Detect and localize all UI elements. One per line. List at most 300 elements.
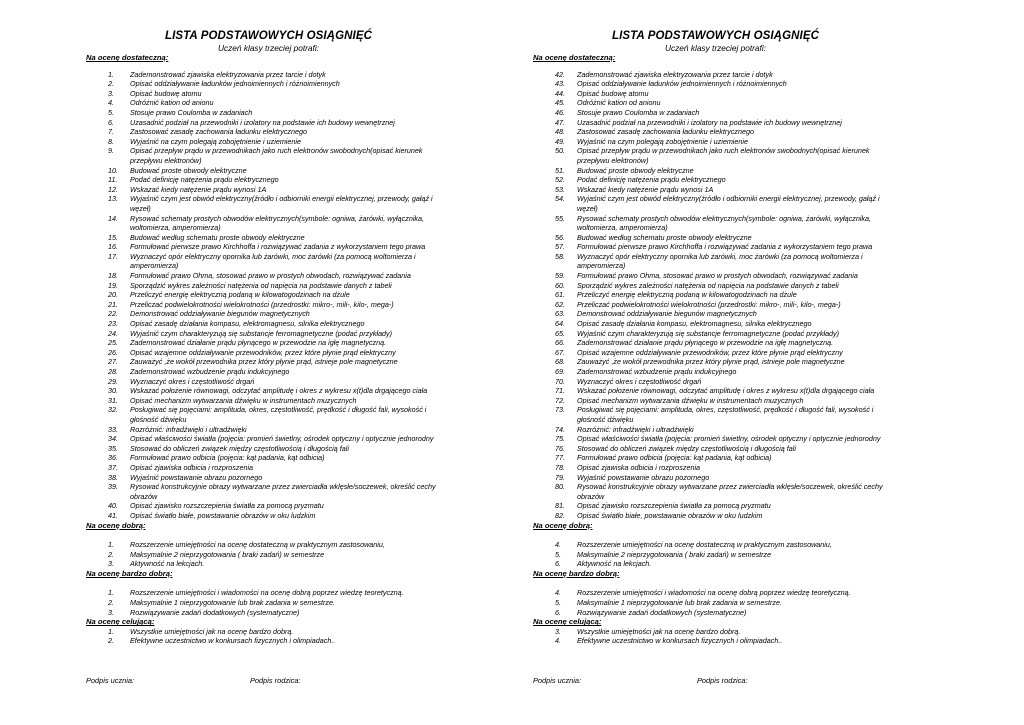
list-item-number: 29.: [108, 376, 118, 386]
list-item: [86, 482, 451, 501]
list-item-number: 21.: [108, 299, 118, 309]
list-item-text: Opisać mechanizm wytwarzania dźwięku w instrumentach muzycznych: [130, 395, 357, 405]
list-item-text: Efektywne uczestnictwo w konkursach fizycznych i olimpiadach..: [577, 636, 783, 646]
list-item-text: Maksymalnie 1 nieprzygotowanie lub brak zadania w semestrze.: [577, 598, 782, 608]
list-item-text: Rozróżnić: infradźwięki i ultradźwięki: [577, 424, 694, 434]
list-item: [533, 166, 898, 176]
list-item-text: Wskazać kiedy natężenie prądu wynosi 1A: [130, 184, 267, 194]
list-item: [533, 214, 898, 233]
list-item-text: Przeliczyć energię elektryczną podaną w kilowatogodzinach na dżule: [577, 290, 797, 300]
list-bardzo-dobra: [533, 588, 898, 617]
list-item: [533, 185, 898, 195]
list-item: [86, 511, 451, 521]
list-item-text: Posługiwać się pojęciami: amplituda, okres, częstotliwość, prędkość i długość fali, wysokość i głośność dźwięku: [577, 405, 874, 424]
list-item-text: Zauważyć ,że wokół przewodnika przez który płynie prąd, istnieje pole magnetyczne: [577, 357, 845, 367]
section-celujaca-heading: Na ocenę celującą:: [86, 617, 155, 627]
list-item: [533, 405, 898, 424]
list-item-text: Opisać budowę atomu: [577, 88, 649, 98]
list-item: [533, 89, 898, 99]
list-item-text: Opisać oddziaływanie ładunków jednoimiennych i różnoimiennych: [130, 79, 340, 89]
list-item-text: Wyznaczyć opór elektryczny opornika lub żarówki, moc żarówki (za pomocą woltomierza i amperomierza): [577, 251, 863, 271]
list-item: [86, 146, 451, 165]
list-item-number: 36.: [108, 453, 118, 463]
list-item-text: Opisać zjawisko rozszczepienia światła za pomocą pryzmatu: [130, 501, 324, 511]
list-item: [86, 588, 451, 598]
list-item: [86, 98, 451, 108]
list-item-number: 1.: [108, 626, 114, 636]
list-item-text: Rozróżnić: infradźwięki i ultradźwięki: [130, 424, 247, 434]
list-item: [86, 233, 451, 243]
list-bardzo-dobra: [86, 588, 451, 617]
list-item-text: Opisać zasadę działania kompasu, elektromagnesu, silnika elektrycznego: [577, 319, 812, 329]
list-item-number: 60.: [555, 280, 565, 290]
list-item: [533, 338, 898, 348]
list-item-number: 67.: [555, 347, 565, 357]
list-item-text: Posługiwać się pojęciami: amplituda, okres, częstotliwość, prędkość i długość fali, wysokość i głośność dźwięku: [130, 405, 427, 424]
list-item-number: 81.: [555, 501, 565, 511]
section-bardzo-dobra-heading: Na ocenę bardzo dobrą:: [86, 568, 173, 578]
list-item: [86, 108, 451, 118]
list-item: [86, 89, 451, 99]
list-item: [86, 357, 451, 367]
list-item: [533, 194, 898, 213]
list-item-text: Rysować konstrukcyjnie obrazy wytwarzane przez zwierciadła wklęsłe/soczewek, określić cechy obrazów: [577, 482, 883, 501]
list-item-text: Stosuje prawo Coulomba w zadaniach: [577, 107, 700, 117]
list-item: [86, 367, 451, 377]
list-item-number: 27.: [108, 357, 118, 367]
list-item-text: Przeliczyć energię elektryczną podaną w kilowatogodzinach na dżule: [130, 290, 350, 300]
list-item-number: 53.: [555, 184, 565, 194]
list-item-text: Wyjaśnić czym jest obwód elektryczny(źródło i odbiorniki energii elektrycznej, przewody, gałąź i węzeł): [577, 194, 880, 213]
list-item-text: Rozszerzenie umiejętności na ocenę dostateczną w praktycznym zastosowaniu,: [130, 540, 385, 550]
list-item-number: 43.: [555, 79, 565, 89]
list-item-number: 25.: [108, 338, 118, 348]
list-item-number: 20.: [108, 290, 118, 300]
list-item-text: Formułować pierwsze prawo Kirchhoffa i rozwiązywać zadania z wykorzystaniem tego prawa: [577, 242, 873, 252]
list-item: [86, 70, 451, 80]
list-item: [533, 463, 898, 473]
list-item: [533, 357, 898, 367]
list-item-text: Rysować konstrukcyjnie obrazy wytwarzane przez zwierciadła wklęsłe/soczewek, określić cechy obrazów: [130, 482, 436, 501]
list-item-number: 46.: [555, 107, 565, 117]
list-item-text: Uzasadnić podział na przewodniki i izolatory na podstawie ich budowy wewnętrznej: [130, 117, 395, 127]
list-item-text: Zademonstrować zjawiska elektryzowania przez tarcie i dotyk: [577, 69, 773, 79]
list-item-number: 65.: [555, 328, 565, 338]
list-item: [533, 348, 898, 358]
list-item-number: 32.: [108, 405, 118, 415]
list-item-text: Budować proste obwody elektryczne: [130, 165, 247, 175]
list-item-number: 76.: [555, 443, 565, 453]
list-item-text: Zastosować zasadę zachowania ładunku elektrycznego: [130, 127, 307, 137]
page-title: LISTA PODSTAWOWYCH OSIĄGNIĘĆ: [611, 30, 820, 42]
list-item: [86, 214, 451, 233]
list-item-text: Wskazać kiedy natężenie prądu wynosi 1A: [577, 184, 714, 194]
list-item: [533, 127, 898, 137]
list-item-number: 5.: [555, 549, 561, 559]
list-item-text: Maksymalnie 2 nieprzygotowania ( braki zadań) w semestrze: [577, 549, 772, 559]
list-item-text: Przeliczać podwielokrotności wielokrotności (przedrostki: mikro-, mili-, kilo-, mega-): [577, 299, 841, 309]
list-item-number: 56.: [555, 232, 565, 242]
list-item-text: Stosuje prawo Coulomba w zadaniach: [130, 107, 253, 117]
list-item: [533, 252, 898, 271]
list-item: [533, 473, 898, 483]
list-item-text: Wyznaczyć opór elektryczny opornika lub żarówki, moc żarówki (za pomocą woltomierza i amperomierza): [130, 251, 416, 271]
list-item: [533, 146, 898, 165]
list-item-number: 38.: [108, 472, 118, 482]
list-item-number: 16.: [108, 242, 118, 252]
list-item: [86, 252, 451, 271]
list-item: [533, 444, 898, 454]
list-item-text: Opisać światło białe, powstawanie obrazów w oku ludzkim: [130, 510, 316, 520]
list-item-number: 48.: [555, 127, 565, 137]
list-item-text: Formułować prawo Ohma, stosować prawo w prostych obwodach, rozwiązywać zadania: [130, 271, 411, 281]
list-item-text: Opisać właściwości światła (pojęcia: promień świetlny, ośrodek optyczny i optycznie jednorodny: [577, 434, 881, 444]
list-item-text: Wskazać położenie równowagi, odczytać amplitudę i okres z wykresu x(t)dla drgającego ciała: [130, 386, 428, 396]
section-dostateczna-heading: Na ocenę dostateczną:: [86, 53, 169, 62]
page-subtitle: Uczeń klasy trzeciej potrafi:: [218, 43, 319, 53]
list-item-number: 2.: [108, 598, 114, 608]
list-item-text: Wszystkie umiejętności jak na ocenę bardzo dobrą.: [577, 626, 741, 636]
list-item: [86, 194, 451, 213]
list-item: [533, 367, 898, 377]
list-item-number: 30.: [108, 386, 118, 396]
list-item: [86, 434, 451, 444]
list-item: [86, 166, 451, 176]
list-dostateczna: [533, 70, 898, 521]
list-item: [86, 242, 451, 252]
list-item: [86, 473, 451, 483]
list-item-number: 62.: [555, 299, 565, 309]
list-item: [533, 482, 898, 501]
list-item-number: 45.: [555, 98, 565, 108]
list-item: [533, 501, 898, 511]
list-item-number: 58.: [555, 251, 565, 261]
list-item-number: 3.: [555, 626, 561, 636]
list-item-number: 39.: [108, 482, 118, 492]
list-item: [533, 300, 898, 310]
list-item-number: 2.: [108, 636, 114, 646]
list-item-number: 6.: [555, 559, 561, 569]
list-item-text: Opisać wzajemne oddziaływanie przewodników, przez które płynie prąd elektryczny: [577, 347, 843, 357]
list-item: [533, 233, 898, 243]
list-item: [86, 559, 451, 569]
list-item-text: Rozwiązywanie zadań dodatkowych (systematyczne): [577, 607, 747, 617]
list-item-number: 33.: [108, 424, 118, 434]
list-item-number: 28.: [108, 367, 118, 376]
list-item-number: 4.: [555, 588, 561, 598]
list-item-number: 11.: [108, 175, 118, 185]
list-item: [533, 540, 898, 550]
list-item-text: Demonstrować oddziaływanie biegunów magnetycznych: [577, 309, 757, 319]
list-item-text: Wyjaśnić czym charakteryzują się substancje ferromagnetyczne (podać przykłady): [577, 328, 840, 338]
list-item-text: Budować proste obwody elektryczne: [577, 165, 694, 175]
list-item-number: 2.: [108, 549, 114, 559]
list-item: [533, 242, 898, 252]
list-item-number: 4.: [555, 636, 561, 646]
list-item: [86, 185, 451, 195]
list-item-number: 70.: [555, 376, 565, 386]
list-item-text: Opisać zasadę działania kompasu, elektromagnesu, silnika elektrycznego: [130, 319, 365, 329]
list-item-text: Aktywność na lekcjach.: [577, 559, 652, 569]
list-item-number: 51.: [555, 165, 565, 175]
list-item-number: 1.: [108, 69, 114, 79]
list-item: [533, 281, 898, 291]
list-item-number: 80.: [555, 482, 565, 492]
list-item: [86, 329, 451, 339]
list-item: [533, 175, 898, 185]
list-item-number: 3.: [108, 559, 114, 569]
list-item-text: Sporządzić wykres zależności natężenia od napięcia na podstawie danych z tabeli: [577, 280, 839, 290]
list-item-number: 24.: [108, 328, 118, 338]
list-item-text: Opisać właściwości światła (pojęcia: promień świetlny, ośrodek optyczny i optycznie jednorodny: [130, 434, 434, 444]
list-item-number: 6.: [555, 607, 561, 617]
list-item-number: 26.: [108, 347, 118, 357]
list-item-text: Zademonstrować działanie prądu płynącego w przewodzie na igłę magnetyczną.: [577, 338, 834, 348]
list-item: [86, 636, 451, 646]
section-dobra-heading: Na ocenę dobrą:: [533, 520, 593, 530]
list-item-text: Wszystkie umiejętności jak na ocenę bardzo dobrą.: [130, 626, 294, 636]
list-item-text: Wyjaśnić powstawanie obrazu pozornego: [130, 472, 263, 482]
list-dobra: [86, 540, 451, 569]
list-item: [86, 271, 451, 281]
list-item-number: 54.: [555, 194, 565, 204]
list-item-text: Przeliczać podwielokrotności wielokrotności (przedrostki: mikro-, mili-, kilo-, mega-): [130, 299, 394, 309]
list-item-number: 2.: [108, 79, 114, 89]
list-item: [86, 281, 451, 291]
list-celujaca: [86, 627, 451, 646]
list-item-number: 63.: [555, 309, 565, 319]
list-item-text: Stosować do obliczeń związek między częstotliwością i długością fali: [577, 443, 796, 453]
list-item-text: Formułować prawo Ohma, stosować prawo w prostych obwodach, rozwiązywać zadania: [577, 271, 858, 281]
list-item-number: 59.: [555, 271, 565, 281]
list-item: [533, 319, 898, 329]
list-item: [86, 598, 451, 608]
list-item: [533, 608, 898, 618]
list-item-number: 5.: [555, 598, 561, 608]
list-item-text: Opisać zjawiska odbicia i rozproszenia: [130, 462, 254, 472]
list-item-number: 1.: [108, 588, 114, 598]
list-item-number: 8.: [108, 136, 114, 146]
list-item-number: 23.: [108, 319, 118, 329]
list-item-number: 40.: [108, 501, 118, 511]
list-item-text: Rozszerzenie umiejętności i wiadomości na ocenę dobrą poprzez wiedzę teoretyczną.: [130, 588, 404, 598]
list-item: [533, 290, 898, 300]
list-item: [533, 627, 898, 637]
list-item-number: 64.: [555, 319, 565, 329]
list-item-text: Opisać wzajemne oddziaływanie przewodników, przez które płynie prąd elektryczny: [130, 347, 396, 357]
list-item-number: 73.: [555, 405, 565, 415]
list-item-text: Opisać światło białe, powstawanie obrazów w oku ludzkim: [577, 510, 763, 520]
list-item-text: Stosować do obliczeń związek między częstotliwością i długością fali: [130, 443, 349, 453]
list-item-number: 74.: [555, 424, 565, 434]
list-item-number: 4.: [555, 540, 561, 550]
list-item-number: 6.: [108, 117, 114, 127]
section-dostateczna-heading: Na ocenę dostateczną:: [533, 53, 616, 62]
list-item: [533, 425, 898, 435]
list-item-number: 19.: [108, 280, 118, 290]
list-item-text: Opisać przepływ prądu w przewodnikach jako ruch elektronów swobodnych(opisać kierunek przepływu elektronów): [577, 146, 870, 165]
list-item-number: 12.: [108, 184, 118, 194]
list-item: [533, 137, 898, 147]
list-item-number: 4.: [108, 98, 114, 108]
list-item-text: Rysować schematy prostych obwodów elektrycznych(symbole: ogniwa, żarówki, wyłącznika, woltomierza, amperomierza): [577, 213, 871, 233]
list-item: [533, 559, 898, 569]
list-item-number: 35.: [108, 443, 118, 453]
list-item-text: Wyznaczyć okres i częstotliwość drgań: [577, 376, 702, 386]
list-item: [533, 511, 898, 521]
list-item-number: 77.: [555, 453, 565, 463]
list-item-text: Rozwiązywanie zadań dodatkowych (systematyczne): [130, 607, 300, 617]
list-item-text: Opisać zjawiska odbicia i rozproszenia: [577, 462, 701, 472]
list-item-number: 17.: [108, 251, 118, 261]
list-item: [86, 118, 451, 128]
list-item-number: 61.: [555, 290, 565, 300]
right-page: [533, 30, 898, 646]
list-item: [533, 271, 898, 281]
list-item-text: Zademonstrować działanie prądu płynącego w przewodzie na igłę magnetyczną.: [130, 338, 387, 348]
list-item: [533, 396, 898, 406]
list-item-text: Zastosować zasadę zachowania ładunku elektrycznego: [577, 127, 754, 137]
list-item-number: 69.: [555, 367, 565, 376]
list-item-number: 37.: [108, 462, 118, 472]
list-item-number: 50.: [555, 146, 565, 156]
list-item-text: Opisać oddziaływanie ładunków jednoimiennych i różnoimiennych: [577, 79, 787, 89]
list-item-text: Odróżnić kation od anionu: [130, 98, 214, 108]
list-item: [533, 98, 898, 108]
list-item-text: Podać definicję natężenia prądu elektrycznego: [130, 175, 279, 185]
list-item: [86, 309, 451, 319]
list-item-text: Opisać przepływ prądu w przewodnikach jako ruch elektronów swobodnych(opisać kierunek przepływu elektronów): [130, 146, 423, 165]
list-item: [86, 550, 451, 560]
list-item: [86, 300, 451, 310]
list-item: [86, 175, 451, 185]
list-item-number: 7.: [108, 127, 114, 137]
list-item-number: 13.: [108, 194, 118, 204]
list-dostateczna: [86, 70, 451, 521]
list-item-text: Opisać budowę atomu: [130, 88, 202, 98]
list-item-number: 52.: [555, 175, 565, 185]
list-item-number: 31.: [108, 395, 118, 405]
section-celujaca-heading: Na ocenę celującą:: [533, 617, 602, 627]
list-item: [86, 463, 451, 473]
list-item-text: Demonstrować oddziaływanie biegunów magnetycznych: [130, 309, 310, 319]
list-item-text: Budować według schematu proste obwody elektryczne: [130, 232, 305, 242]
list-item: [86, 377, 451, 387]
list-item-number: 34.: [108, 434, 118, 444]
list-item-text: Opisać mechanizm wytwarzania dźwięku w instrumentach muzycznych: [577, 395, 804, 405]
signature-parent-label: Podpis rodzica:: [697, 676, 748, 685]
page-title: LISTA PODSTAWOWYCH OSIĄGNIĘĆ: [164, 30, 373, 42]
list-item: [86, 627, 451, 637]
list-item-text: Rozszerzenie umiejętności i wiadomości na ocenę dobrą poprzez wiedzę teoretyczną.: [577, 588, 851, 598]
list-item-text: Wyjaśnić na czym polegają zobojętnienie i uziemienie: [577, 136, 748, 146]
list-item-number: 42.: [555, 69, 565, 79]
list-item: [533, 550, 898, 560]
list-item: [533, 453, 898, 463]
section-bardzo-dobra-heading: Na ocenę bardzo dobrą:: [533, 568, 620, 578]
list-item-text: Efektywne uczestnictwo w konkursach fizycznych i olimpiadach..: [130, 636, 336, 646]
list-item-number: 14.: [108, 213, 118, 223]
list-item-number: 82.: [555, 510, 565, 520]
list-item: [86, 127, 451, 137]
list-item: [86, 137, 451, 147]
list-item: [86, 319, 451, 329]
section-dobra-heading: Na ocenę dobrą:: [86, 520, 146, 530]
list-item-number: 5.: [108, 107, 114, 117]
list-item-text: Podać definicję natężenia prądu elektrycznego: [577, 175, 726, 185]
list-item-number: 44.: [555, 88, 565, 98]
list-item-text: Aktywność na lekcjach.: [130, 559, 205, 569]
list-item-number: 66.: [555, 338, 565, 348]
list-item: [533, 309, 898, 319]
list-item-number: 79.: [555, 472, 565, 482]
list-item-text: Formułować prawo odbicia (pojęcia: kąt padania, kąt odbicia): [130, 453, 325, 463]
list-item: [533, 108, 898, 118]
list-item: [533, 588, 898, 598]
list-item-number: 49.: [555, 136, 565, 146]
list-item-number: 3.: [108, 607, 114, 617]
list-item-number: 72.: [555, 395, 565, 405]
list-item-text: Wyjaśnić czym jest obwód elektryczny(źródło i odbiorniki energii elektrycznej, przewody, gałąź i węzeł): [130, 194, 433, 213]
list-item: [86, 540, 451, 550]
list-item: [86, 348, 451, 358]
list-item: [533, 118, 898, 128]
signature-student-label: Podpis ucznia:: [533, 676, 582, 685]
list-item: [533, 377, 898, 387]
list-item: [86, 453, 451, 463]
list-item-text: Zauważyć ,że wokół przewodnika przez który płynie prąd, istnieje pole magnetyczne: [130, 357, 398, 367]
list-item-number: 71.: [555, 386, 565, 396]
list-item: [86, 396, 451, 406]
list-item-text: Maksymalnie 1 nieprzygotowanie lub brak zadania w semestrze.: [130, 598, 335, 608]
list-item-text: Wyjaśnić powstawanie obrazu pozornego: [577, 472, 710, 482]
list-item-text: Budować według schematu proste obwody elektryczne: [577, 232, 752, 242]
list-item-number: 68.: [555, 357, 565, 367]
list-item: [533, 70, 898, 80]
list-item-number: 75.: [555, 434, 565, 444]
list-item: [86, 444, 451, 454]
list-item-number: 15.: [108, 232, 118, 242]
list-item-number: 55.: [555, 213, 565, 223]
list-item-number: 78.: [555, 462, 565, 472]
list-item: [533, 636, 898, 646]
list-celujaca: [533, 627, 898, 646]
list-item-number: 3.: [108, 88, 114, 98]
list-item-number: 18.: [108, 271, 118, 281]
left-page: [86, 30, 451, 646]
signature-parent-label: Podpis rodzica:: [250, 676, 301, 685]
list-dobra: [533, 540, 898, 569]
list-item: [533, 434, 898, 444]
list-item-text: Wyjaśnić czym charakteryzują się substancje ferromagnetyczne (podać przykłady): [130, 328, 393, 338]
signature-student-label: Podpis ucznia:: [86, 676, 135, 685]
list-item: [86, 338, 451, 348]
list-item-number: 57.: [555, 242, 565, 252]
list-item-text: Wyjaśnić na czym polegają zobojętnienie i uziemienie: [130, 136, 301, 146]
list-item: [86, 425, 451, 435]
list-item-number: 47.: [555, 117, 565, 127]
list-item-number: 41.: [108, 510, 118, 520]
list-item: [533, 598, 898, 608]
list-item-text: Zademonstrować zjawiska elektryzowania przez tarcie i dotyk: [130, 69, 326, 79]
list-item-text: Maksymalnie 2 nieprzygotowania ( braki zadań) w semestrze: [130, 549, 325, 559]
list-item-text: Formułować pierwsze prawo Kirchhoffa i rozwiązywać zadania z wykorzystaniem tego prawa: [130, 242, 426, 252]
list-item-number: 10.: [108, 165, 118, 175]
list-item: [86, 386, 451, 396]
list-item-text: Zademonstrować wzbudzenie prądu indukcyjnego: [130, 367, 290, 376]
list-item: [86, 501, 451, 511]
list-item-text: Uzasadnić podział na przewodniki i izolatory na podstawie ich budowy wewnętrznej: [577, 117, 842, 127]
